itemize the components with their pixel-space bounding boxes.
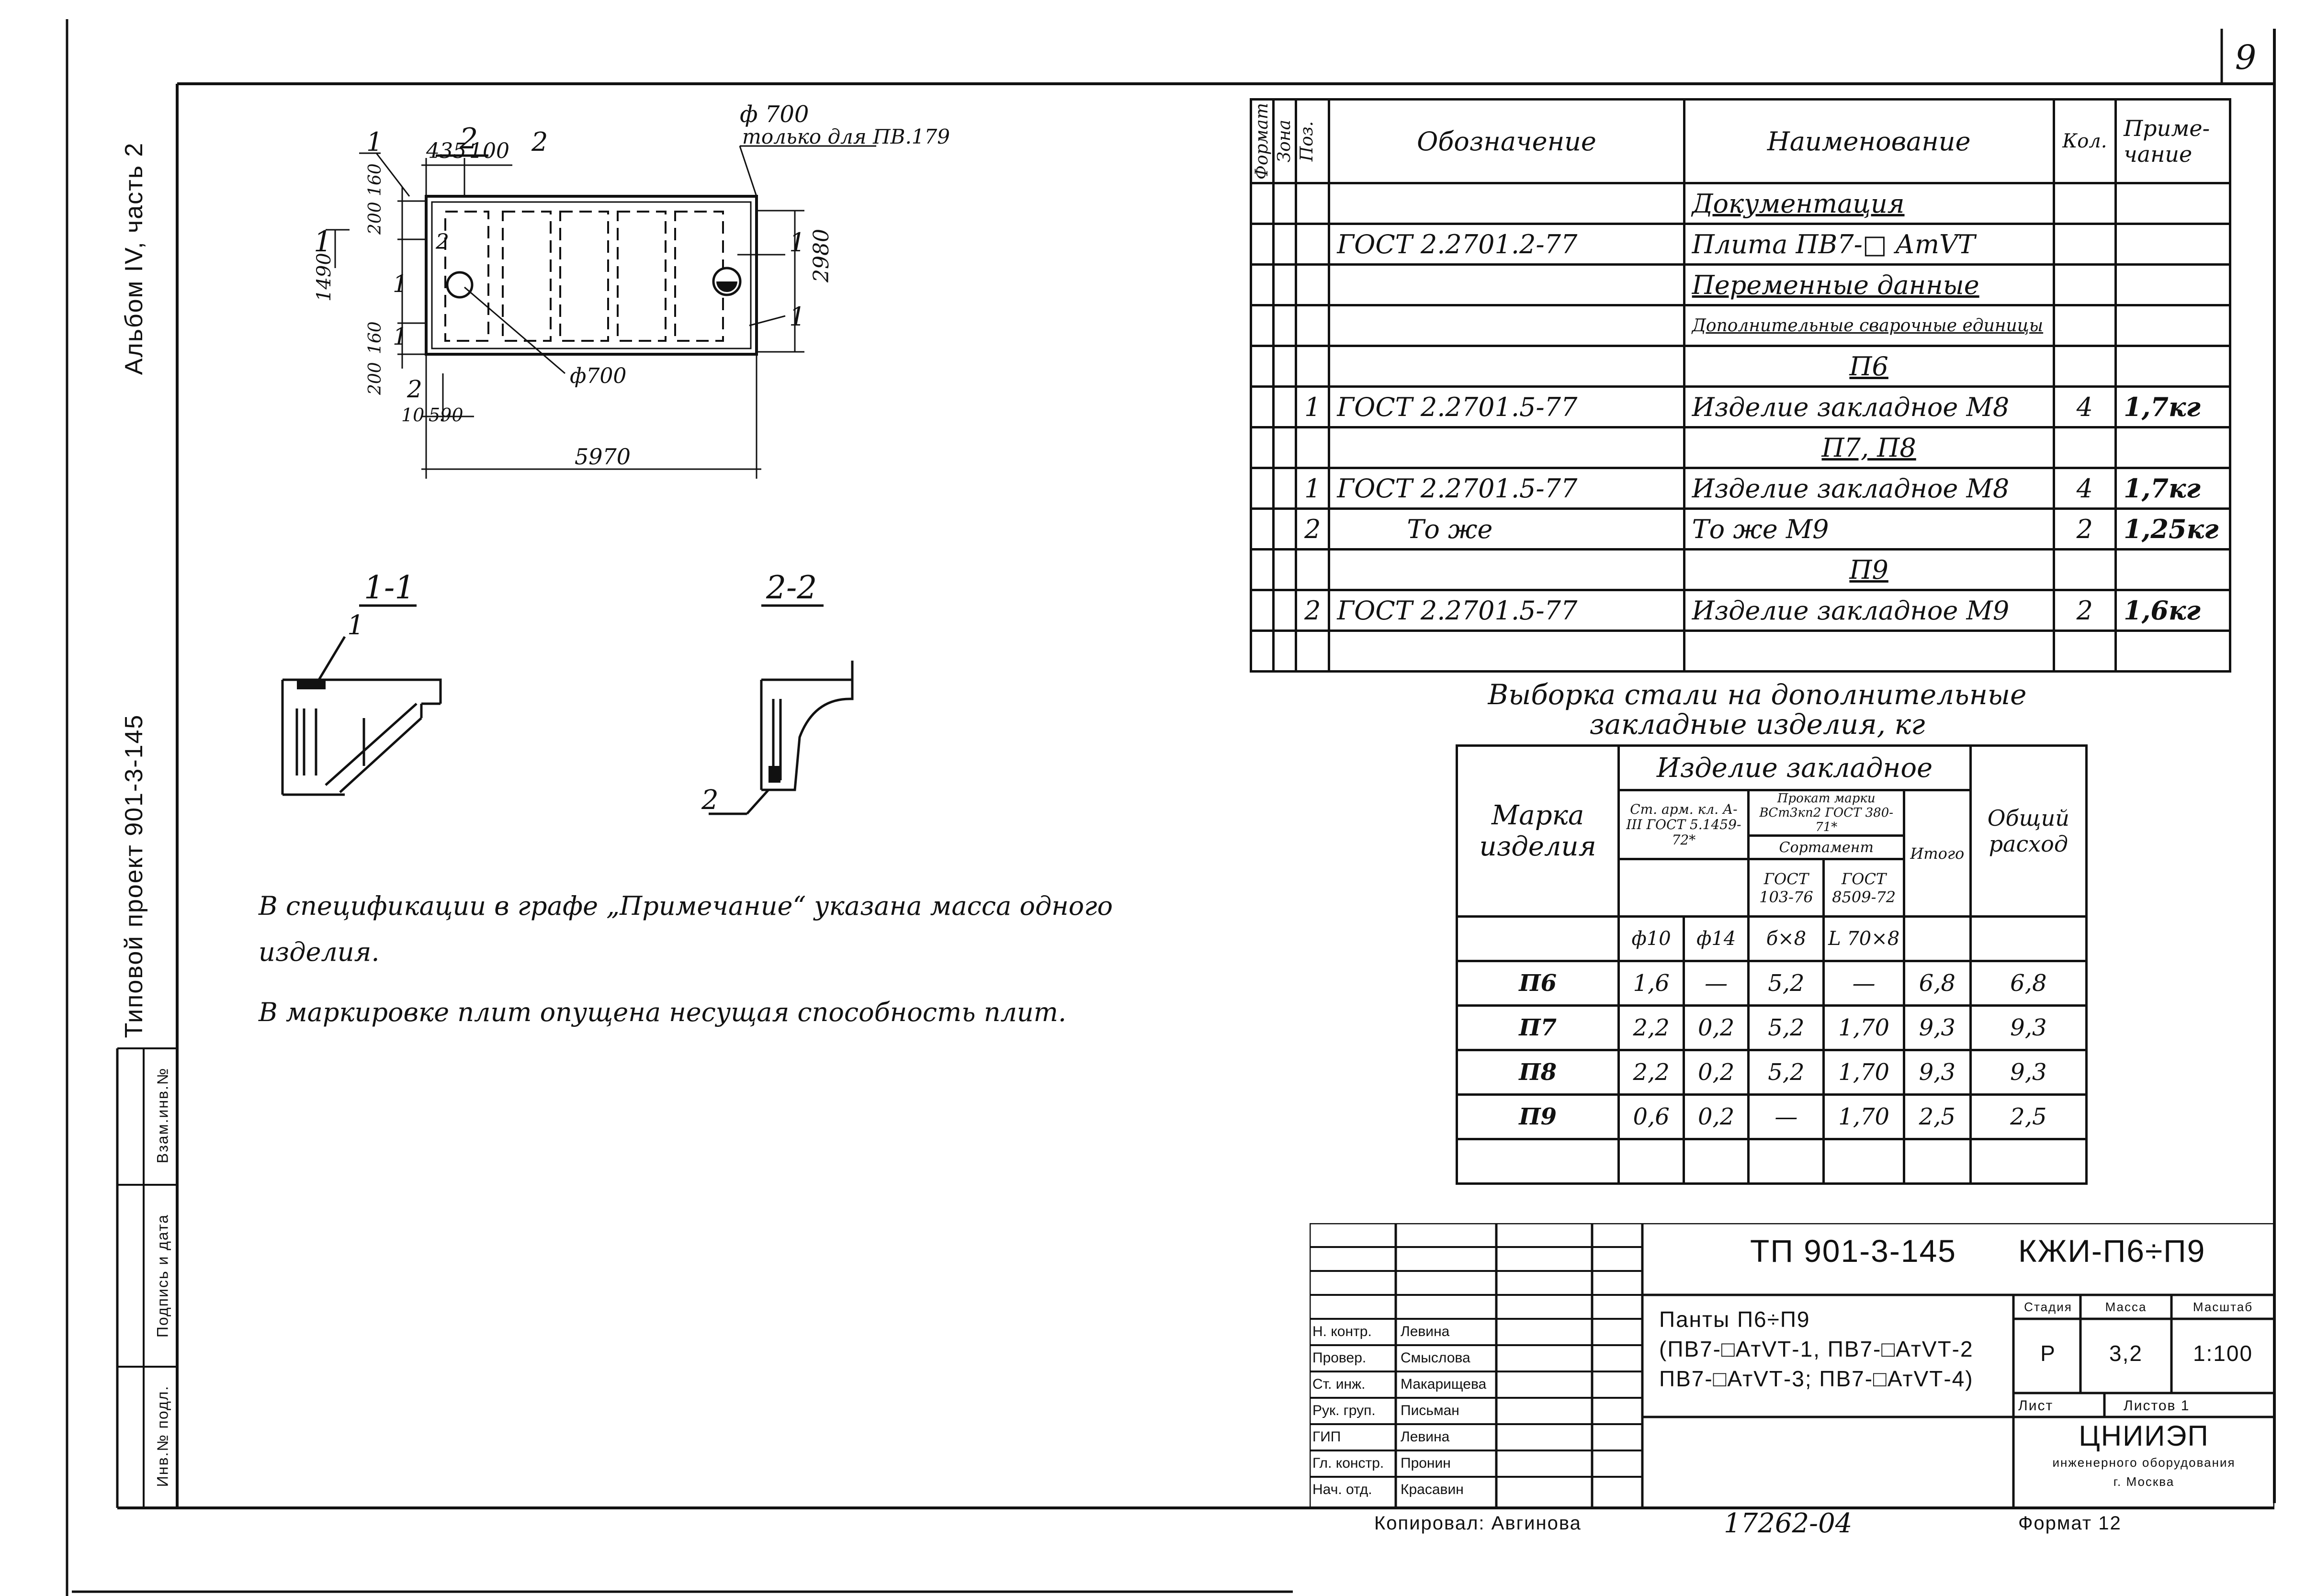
steel-value: 9,3 — [1970, 1006, 2086, 1050]
spec-designation: ГОСТ 2.2701.5-77 — [1329, 590, 1684, 631]
dim-2980: 2980 — [809, 229, 834, 282]
spec-format-cell — [1251, 224, 1274, 265]
steel-row — [1457, 961, 2087, 1006]
spec-row — [1251, 631, 2230, 672]
spec-designation: То же — [1329, 509, 1684, 550]
hole-label: ф700 — [570, 364, 627, 388]
steel-h-mark: Марка изделия — [1457, 746, 1619, 917]
spec-designation — [1329, 631, 1684, 672]
spec-pos — [1296, 550, 1329, 590]
spec-pos — [1296, 183, 1329, 224]
org-city: г. Москва — [2113, 1474, 2175, 1489]
spec-note — [2116, 183, 2230, 224]
spec-designation: ГОСТ 2.2701.5-77 — [1329, 387, 1684, 427]
spec-zone-cell — [1274, 590, 1296, 631]
section-1-1-label: 1-1 — [364, 569, 415, 606]
col-pos: Поз. — [1297, 121, 1317, 162]
sheet-code: КЖИ-П6÷П9 — [2018, 1233, 2206, 1269]
steel-row — [1457, 1006, 2087, 1050]
steel-value: 0,2 — [1684, 1095, 1749, 1139]
spec-qty: 2 — [2054, 590, 2115, 631]
section-mark-1-left: 1 — [314, 225, 332, 259]
dim-590: 590 — [429, 405, 463, 426]
steel-h-total: Итого — [1904, 790, 1970, 917]
spec-name: Изделие закладное М8 — [1684, 387, 2054, 427]
spec-designation — [1329, 183, 1684, 224]
spec-name: П6 — [1684, 346, 2054, 387]
role-row — [1310, 1345, 1496, 1371]
spec-zone-cell — [1274, 427, 1296, 468]
spec-zone-cell — [1274, 550, 1296, 590]
spec-pos — [1296, 265, 1329, 305]
steel-value: 0,2 — [1684, 1006, 1749, 1050]
title-block — [1310, 1223, 2274, 1508]
steel-value — [1684, 1139, 1749, 1184]
steel-value: 1,70 — [1824, 1095, 1904, 1139]
dim-1490: 1490 — [313, 253, 335, 302]
steel-table — [1456, 744, 2088, 1185]
spec-zone-cell — [1274, 183, 1296, 224]
role-title: ГИП — [1312, 1429, 1341, 1445]
role-title: Ст. инж. — [1312, 1376, 1366, 1392]
role-person: Красавин — [1401, 1482, 1464, 1497]
spec-row — [1251, 468, 2230, 509]
dim-5970: 5970 — [575, 444, 631, 470]
spec-note: 1,25кг — [2116, 509, 2230, 550]
note-2: В маркировке плит опущена несущая способность плит. — [259, 997, 1067, 1027]
steel-value: 1,70 — [1824, 1006, 1904, 1050]
steel-row — [1457, 1095, 2087, 1139]
section-1-callout: 1 — [347, 610, 364, 641]
steel-value: 5,2 — [1749, 961, 1824, 1006]
sheet-label: Лист — [2018, 1398, 2054, 1414]
spec-qty — [2054, 550, 2115, 590]
steel-value: 9,3 — [1904, 1050, 1970, 1095]
copied-by: Копировал: Авгинова — [1374, 1513, 1582, 1534]
spec-format-cell — [1251, 509, 1274, 550]
spec-note — [2116, 346, 2230, 387]
steel-sub-l70: L 70×8 — [1824, 917, 1904, 961]
spec-pos — [1296, 427, 1329, 468]
steel-value: 0,6 — [1619, 1095, 1684, 1139]
hole-left — [447, 272, 472, 297]
spec-zone-cell — [1274, 509, 1296, 550]
role-row — [1310, 1371, 1496, 1398]
steel-value: 0,2 — [1684, 1050, 1749, 1095]
stamp-field-replaced: Взам.инв.№ — [154, 1067, 171, 1164]
callout-1a: 1 — [366, 127, 383, 157]
spec-format-cell — [1251, 183, 1274, 224]
dim-200: 200 — [365, 202, 385, 235]
dim-160b: 200 — [365, 362, 385, 395]
callout-1c: 1 — [789, 302, 806, 332]
col-zone: Зона — [1275, 120, 1295, 163]
callout-1e: 1 — [393, 323, 408, 350]
spec-pos: 1 — [1296, 387, 1329, 427]
spec-zone-cell — [1274, 265, 1296, 305]
steel-h-gost1: ГОСТ 103-76 — [1749, 859, 1824, 917]
role-person: Пронин — [1401, 1455, 1451, 1471]
spec-qty: 2 — [2054, 509, 2115, 550]
spec-name: Изделие закладное М8 — [1684, 468, 2054, 509]
callout-2b: 2 — [436, 230, 449, 254]
role-row — [1310, 1398, 1496, 1424]
title-line-3: ПВ7-□АтVТ-3; ПВ7-□АтVТ-4) — [1659, 1366, 1974, 1391]
spec-zone-cell — [1274, 305, 1296, 346]
spec-note — [2116, 427, 2230, 468]
steel-h-sub-empty — [1619, 859, 1749, 917]
spec-note — [2116, 631, 2230, 672]
spec-format-cell — [1251, 631, 1274, 672]
col-format: Формат — [1252, 102, 1272, 180]
sheet-format: Формат 12 — [2018, 1513, 2122, 1534]
callout-1b: 1 — [789, 227, 806, 258]
role-row — [1310, 1477, 1496, 1503]
spec-qty — [2054, 427, 2115, 468]
spec-pos — [1296, 224, 1329, 265]
steel-value: 9,3 — [1904, 1006, 1970, 1050]
spec-qty — [2054, 305, 2115, 346]
spec-pos — [1296, 305, 1329, 346]
col-note: Приме-чание — [2116, 100, 2230, 183]
spec-row — [1251, 346, 2230, 387]
steel-value: 5,2 — [1749, 1006, 1824, 1050]
steel-value — [1904, 1139, 1970, 1184]
steel-h-sortament: Сортамент — [1749, 836, 1904, 859]
spec-designation: ГОСТ 2.2701.5-77 — [1329, 468, 1684, 509]
spec-qty — [2054, 183, 2115, 224]
steel-value — [1619, 1139, 1684, 1184]
spec-format-cell — [1251, 305, 1274, 346]
spec-zone-cell — [1274, 387, 1296, 427]
slab-plan-drawing — [263, 86, 1269, 507]
role-row — [1310, 1319, 1496, 1345]
steel-h-sum: Общий расход — [1970, 746, 2086, 917]
spec-format-cell — [1251, 265, 1274, 305]
title-line-1: Панты П6÷П9 — [1659, 1307, 1810, 1332]
callout-2a: 2 — [531, 127, 548, 157]
title-line-2: (ПВ7-□АтVТ-1, ПВ7-□АтVТ-2 — [1659, 1337, 1974, 1361]
mass-value: 3,2 — [2109, 1341, 2143, 1366]
spec-designation — [1329, 305, 1684, 346]
hole-note-diameter: ф 700 — [740, 101, 809, 128]
steel-h-product: Изделие закладное — [1619, 746, 1970, 790]
doc-number: 17262-04 — [1724, 1508, 1853, 1539]
spec-qty: 4 — [2054, 387, 2115, 427]
dim-100: 100 — [469, 139, 509, 163]
notes — [259, 883, 1144, 1035]
stage-value: Р — [2040, 1341, 2056, 1366]
spec-designation — [1329, 346, 1684, 387]
spec-format-cell — [1251, 590, 1274, 631]
dim-200b: 160 — [365, 321, 385, 354]
spec-name: П7, П8 — [1684, 427, 2054, 468]
steel-title: Выборка стали на дополнительные закладные изделия, кг — [1488, 678, 2027, 741]
steel-value: 6,8 — [1970, 961, 2086, 1006]
spec-name: П9 — [1684, 550, 2054, 590]
hole-note-text: только для ПВ.179 — [742, 125, 950, 148]
specification-table — [1250, 98, 2231, 673]
spec-pos — [1296, 346, 1329, 387]
steel-value — [1824, 1139, 1904, 1184]
spec-format-cell — [1251, 550, 1274, 590]
spec-pos: 1 — [1296, 468, 1329, 509]
steel-value: 2,2 — [1619, 1006, 1684, 1050]
steel-value: 5,2 — [1749, 1050, 1824, 1095]
spec-name: Переменные данные — [1684, 265, 2054, 305]
spec-zone-cell — [1274, 346, 1296, 387]
spec-format-cell — [1251, 468, 1274, 509]
spec-zone-cell — [1274, 468, 1296, 509]
spec-zone-cell — [1274, 224, 1296, 265]
steel-value: 1,6 — [1619, 961, 1684, 1006]
steel-mark: П9 — [1457, 1095, 1619, 1139]
sections-drawing — [268, 565, 929, 833]
org-sub: инженерного оборудования — [2052, 1455, 2236, 1470]
spec-note: 1,6кг — [2116, 590, 2230, 631]
spec-designation — [1329, 550, 1684, 590]
steel-row — [1457, 1050, 2087, 1095]
slab-outline — [426, 196, 757, 354]
steel-value: 9,3 — [1970, 1050, 2086, 1095]
spec-zone-cell — [1274, 631, 1296, 672]
sheets-label: Листов 1 — [2124, 1398, 2190, 1414]
steel-value: 2,2 — [1619, 1050, 1684, 1095]
org-name: ЦНИИЭП — [2079, 1420, 2209, 1452]
scale-value: 1:100 — [2193, 1341, 2253, 1366]
role-person: Левина — [1401, 1429, 1450, 1445]
steel-mark — [1457, 1139, 1619, 1184]
role-title: Нач. отд. — [1312, 1482, 1372, 1497]
steel-h-rebar: Ст. арм. кл. А-III ГОСТ 5.1459-72* — [1619, 790, 1749, 859]
spec-designation — [1329, 265, 1684, 305]
spec-qty — [2054, 224, 2115, 265]
callout-1d: 1 — [393, 270, 408, 298]
steel-mark: П8 — [1457, 1050, 1619, 1095]
scale-header: Масштаб — [2193, 1300, 2253, 1314]
spec-name: Дополнительные сварочные единицы — [1684, 305, 2054, 346]
spec-qty — [2054, 265, 2115, 305]
steel-sub-f10: ф10 — [1619, 917, 1684, 961]
project-code: ТП 901-3-145 — [1750, 1233, 1956, 1269]
steel-value: 1,70 — [1824, 1050, 1904, 1095]
steel-value — [1749, 1139, 1824, 1184]
role-person: Макарищева — [1401, 1376, 1487, 1392]
spec-name: То же М9 — [1684, 509, 2054, 550]
section-mark-2-top: 2 — [460, 122, 478, 156]
col-designation: Обозначение — [1329, 100, 1684, 183]
side-project-title: Типовой проект 901-3-145 — [120, 714, 148, 1038]
spec-format-cell — [1251, 427, 1274, 468]
role-title: Н. контр. — [1312, 1324, 1372, 1339]
spec-row — [1251, 224, 2230, 265]
spec-pos: 2 — [1296, 509, 1329, 550]
spec-row — [1251, 183, 2230, 224]
dim-160: 160 — [365, 163, 385, 196]
stamp-field-signature: Подпись и дата — [154, 1214, 171, 1338]
spec-name — [1684, 631, 2054, 672]
steel-value: 6,8 — [1904, 961, 1970, 1006]
steel-row — [1457, 1139, 2087, 1184]
role-title: Гл. констр. — [1312, 1455, 1384, 1471]
spec-designation — [1329, 427, 1684, 468]
steel-h-profile: Прокат марки ВСт3кп2 ГОСТ 380-71* — [1749, 790, 1904, 836]
drawing-title — [1659, 1304, 1974, 1394]
spec-note — [2116, 224, 2230, 265]
dim-10: 10 — [401, 405, 425, 426]
spec-note: 1,7кг — [2116, 468, 2230, 509]
spec-pos — [1296, 631, 1329, 672]
role-title: Провер. — [1312, 1350, 1367, 1366]
steel-mark: П7 — [1457, 1006, 1619, 1050]
side-album-title: Альбом IV, часть 2 — [120, 142, 148, 375]
spec-row — [1251, 509, 2230, 550]
spec-header-row — [1251, 100, 2230, 183]
role-person: Смыслова — [1401, 1350, 1470, 1366]
spec-row — [1251, 427, 2230, 468]
roles-list — [1310, 1319, 1496, 1503]
mass-header: Масса — [2105, 1300, 2147, 1314]
spec-format-cell — [1251, 387, 1274, 427]
steel-value: — — [1824, 961, 1904, 1006]
dim-435: 435 — [426, 139, 466, 163]
steel-sub-row — [1457, 917, 2087, 961]
role-title: Рук. груп. — [1312, 1403, 1376, 1418]
spec-note — [2116, 550, 2230, 590]
steel-value: 2,5 — [1970, 1095, 2086, 1139]
spec-qty — [2054, 631, 2115, 672]
role-person: Письман — [1401, 1403, 1459, 1418]
role-row — [1310, 1450, 1496, 1477]
steel-value: — — [1749, 1095, 1824, 1139]
stamp-field-inv: Инв.№ подл. — [154, 1385, 171, 1487]
col-name: Наименование — [1684, 100, 2054, 183]
spec-row — [1251, 387, 2230, 427]
page-number: 9 — [2235, 38, 2257, 77]
spec-name: Плита ПВ7-□ АтVТ — [1684, 224, 2054, 265]
spec-row — [1251, 305, 2230, 346]
steel-sub-f14: ф14 — [1684, 917, 1749, 961]
spec-qty — [2054, 346, 2115, 387]
spec-name: Изделие закладное М9 — [1684, 590, 2054, 631]
callout-2c: 2 — [407, 375, 422, 403]
spec-note — [2116, 265, 2230, 305]
spec-row — [1251, 550, 2230, 590]
spec-qty: 4 — [2054, 468, 2115, 509]
steel-h-gost2: ГОСТ 8509-72 — [1824, 859, 1904, 917]
spec-note: 1,7кг — [2116, 387, 2230, 427]
spec-format-cell — [1251, 346, 1274, 387]
section-2-callout: 2 — [701, 785, 719, 816]
spec-note — [2116, 305, 2230, 346]
note-1: В спецификации в графе „Примечание“ указана масса одного изделия. — [259, 891, 1113, 967]
role-row — [1310, 1424, 1496, 1450]
spec-row — [1251, 590, 2230, 631]
steel-value: 2,5 — [1904, 1095, 1970, 1139]
steel-sub-b8: б×8 — [1749, 917, 1824, 961]
steel-mark: П6 — [1457, 961, 1619, 1006]
col-qty: Кол. — [2054, 100, 2115, 183]
stage-header: Стадия — [2024, 1300, 2072, 1314]
spec-row — [1251, 265, 2230, 305]
steel-value — [1970, 1139, 2086, 1184]
spec-pos: 2 — [1296, 590, 1329, 631]
steel-value: — — [1684, 961, 1749, 1006]
spec-name: Документация — [1684, 183, 2054, 224]
section-2-2-label: 2-2 — [766, 569, 817, 606]
spec-designation: ГОСТ 2.2701.2-77 — [1329, 224, 1684, 265]
role-person: Левина — [1401, 1324, 1450, 1339]
